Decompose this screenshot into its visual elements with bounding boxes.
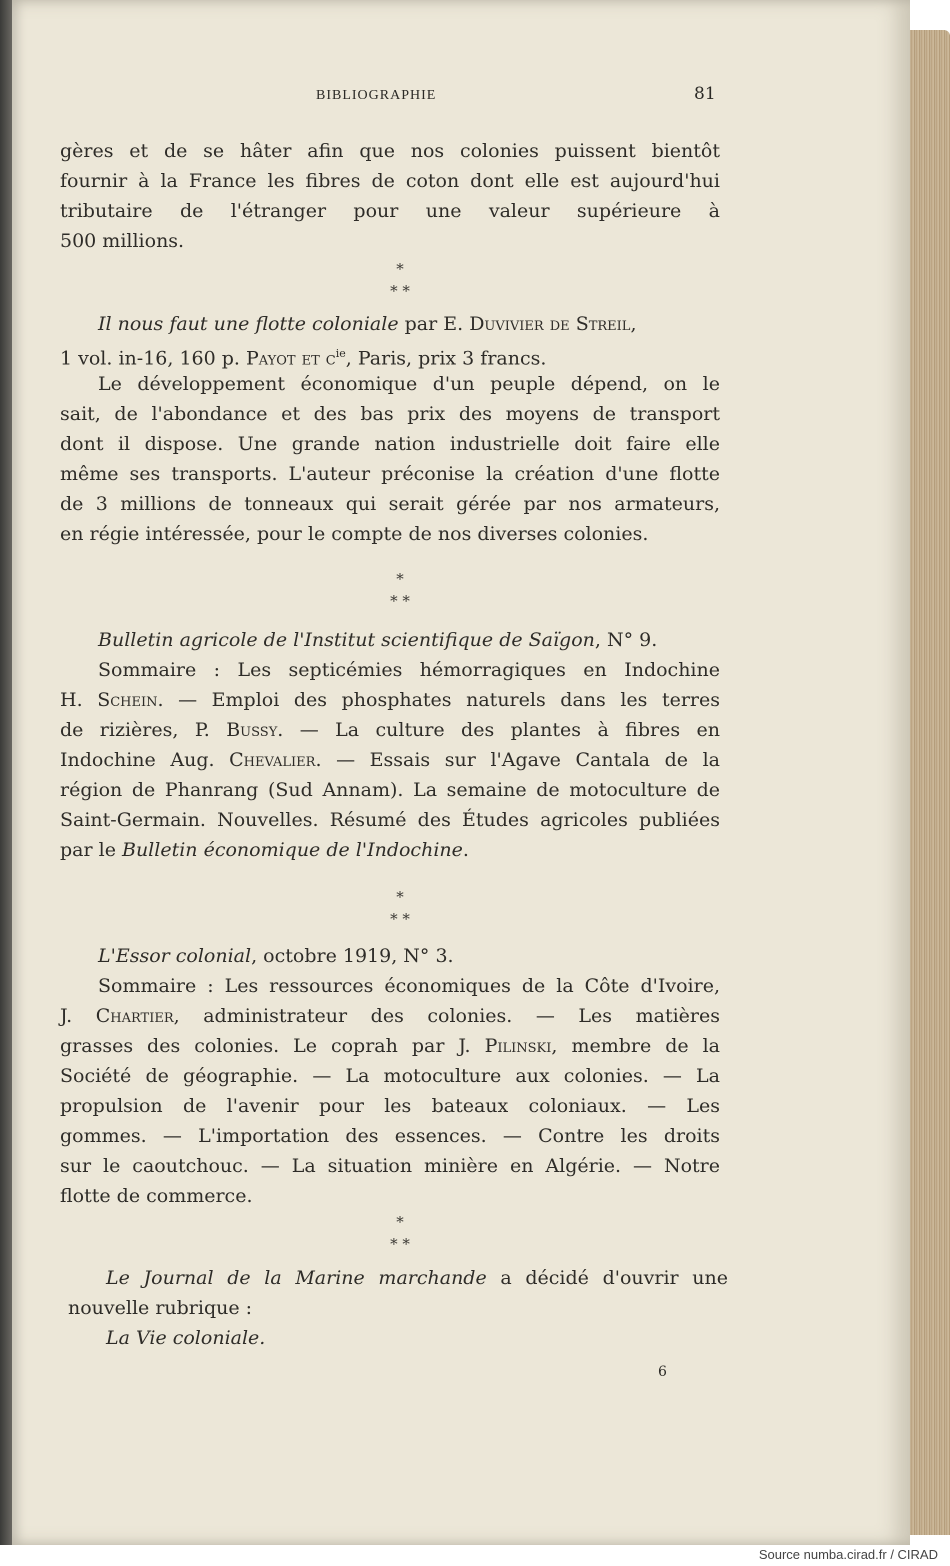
text-run: grasses des colonies. Le coprah par J.: [60, 1035, 485, 1057]
text-line: tributaire de l'étranger pour une valeur supérieure à: [60, 200, 720, 222]
text-line: Le développement économique d'un peuple dépend, on le: [98, 373, 720, 395]
entry-essor-colonial: [60, 941, 720, 1211]
text-run: . — Essais sur l'Agave Cantala de la: [315, 749, 720, 771]
signature-mark: 6: [658, 1364, 667, 1380]
entry-date: , octobre 1919, N° 3.: [251, 945, 454, 967]
text-run: de rizières, P.: [60, 719, 227, 741]
text-line: même ses transports. L'auteur préconise la création d'une flotte: [60, 463, 720, 485]
separator-bottom-stars: * *: [390, 1235, 410, 1253]
text-line: Saint-Germain. Nouvelles. Résumé des Études agricoles publiées: [60, 809, 720, 831]
author-name: Schein: [97, 689, 158, 711]
running-head: BIBLIOGRAPHIE: [316, 88, 437, 103]
section-separator: [360, 1211, 440, 1255]
text-run: , administrateur des colonies. — Les matières: [173, 1005, 720, 1027]
text-line: gommes. — L'importation des essences. — Contre les droits: [60, 1125, 720, 1147]
text-line: en régie intéressée, pour le compte de nos diverses colonies.: [60, 523, 649, 545]
text-run: J.: [60, 1005, 96, 1027]
text-line: de 3 millions de tonneaux qui serait gérée par nos armateurs,: [60, 493, 720, 515]
author-name: Bussy: [226, 719, 278, 741]
entry-journal-marine: [68, 1263, 728, 1353]
text-line: nouvelle rubrique :: [68, 1297, 253, 1319]
entry-title-line: [68, 1263, 728, 1293]
entry-title: L'Essor colonial: [98, 945, 252, 967]
text-run: . — La culture des plantes à fibres en: [277, 719, 720, 741]
entry-bulletin-saigon: [60, 625, 720, 865]
separator-top-star: *: [396, 260, 404, 278]
text-line: [60, 1031, 720, 1061]
text-line: Société de géographie. — La motoculture aux colonies. — La: [60, 1065, 720, 1087]
text-line: dont il dispose. Une grande nation industrielle doit faire elle: [60, 433, 720, 455]
cited-title: Bulletin économique de l'Indochine: [121, 839, 463, 861]
text-line: gères et de se hâter afin que nos colonies puissent bientôt: [60, 140, 720, 162]
text-line: [60, 685, 720, 715]
separator-bottom-stars: * *: [390, 592, 410, 610]
source-credit: Source numba.cirad.fr / CIRAD: [758, 1547, 938, 1562]
text-line: [60, 835, 720, 865]
entry-format: 1 vol. in-16, 160 p.: [60, 347, 246, 370]
text-line: Sommaire : Les ressources économiques de la Côte d'Ivoire,: [98, 975, 720, 997]
entry-author: Duvivier de Streil: [469, 313, 631, 335]
text-line: flotte de commerce.: [60, 1185, 253, 1207]
author-name: Chartier: [95, 1005, 174, 1027]
text-run: H.: [60, 689, 98, 711]
section-separator: [360, 258, 440, 302]
section-separator: [360, 568, 440, 612]
text-line: fournir à la France les fibres de coton dont elle est aujourd'hui: [60, 170, 720, 192]
author-name: Chevalier: [229, 749, 316, 771]
entry-flotte-coloniale: [60, 309, 720, 549]
rubric-title: La Vie coloniale.: [106, 1327, 266, 1349]
entry-title: Bulletin agricole de l'Institut scientifique de Saïgon: [98, 629, 595, 651]
text-run: Indochine Aug.: [60, 749, 230, 771]
author-name: Pilinski: [484, 1035, 552, 1057]
entry-publication-line: [60, 339, 720, 369]
entry-number: , N° 9.: [594, 629, 658, 651]
text-run: . — Emploi des phosphates naturels dans les terres: [157, 689, 721, 711]
text-line: sur le caoutchouc. — La situation minière en Algérie. — Notre: [60, 1155, 720, 1177]
separator-top-star: *: [396, 570, 404, 588]
page-number: 81: [694, 84, 716, 104]
scan-binding-edge: [0, 0, 12, 1545]
entry-publisher-sup: ie: [335, 347, 346, 360]
separator-top-star: *: [396, 888, 404, 906]
separator-bottom-stars: * *: [390, 910, 410, 928]
text-run: a décidé d'ouvrir une: [486, 1267, 728, 1289]
entry-title-line: [60, 941, 720, 971]
entry-title-line: [60, 309, 720, 339]
text-line: sait, de l'abondance et des bas prix des moyens de transport: [60, 403, 720, 425]
page-stack-edges: [910, 30, 950, 1535]
text-run: , membre de la: [551, 1035, 720, 1057]
entry-publisher: Payot et c: [246, 347, 336, 370]
entry-punct: ,: [630, 313, 637, 335]
text-line: Sommaire : Les septicémies hémorragiques en Indochine: [98, 659, 720, 681]
entry-title-line: [60, 625, 720, 655]
text-line: [60, 745, 720, 775]
text-line: région de Phanrang (Sud Annam). La semaine de motoculture de: [60, 779, 720, 801]
text-run: .: [462, 839, 469, 861]
text-line: propulsion de l'avenir pour les bateaux coloniaux. — Les: [60, 1095, 720, 1117]
entry-by: par E.: [398, 313, 470, 335]
text-run: par le: [60, 839, 122, 861]
text-line: 500 millions.: [60, 230, 185, 252]
text-line: [60, 715, 720, 745]
text-line: [60, 1001, 720, 1031]
paragraph-continuation: [60, 136, 720, 256]
entry-title: Il nous faut une flotte coloniale: [98, 313, 399, 335]
entry-price: , Paris, prix 3 francs.: [345, 347, 547, 370]
separator-bottom-stars: * *: [390, 282, 410, 300]
separator-top-star: *: [396, 1213, 404, 1231]
section-separator: [360, 886, 440, 930]
entry-title: Le Journal de la Marine marchande: [106, 1267, 487, 1289]
